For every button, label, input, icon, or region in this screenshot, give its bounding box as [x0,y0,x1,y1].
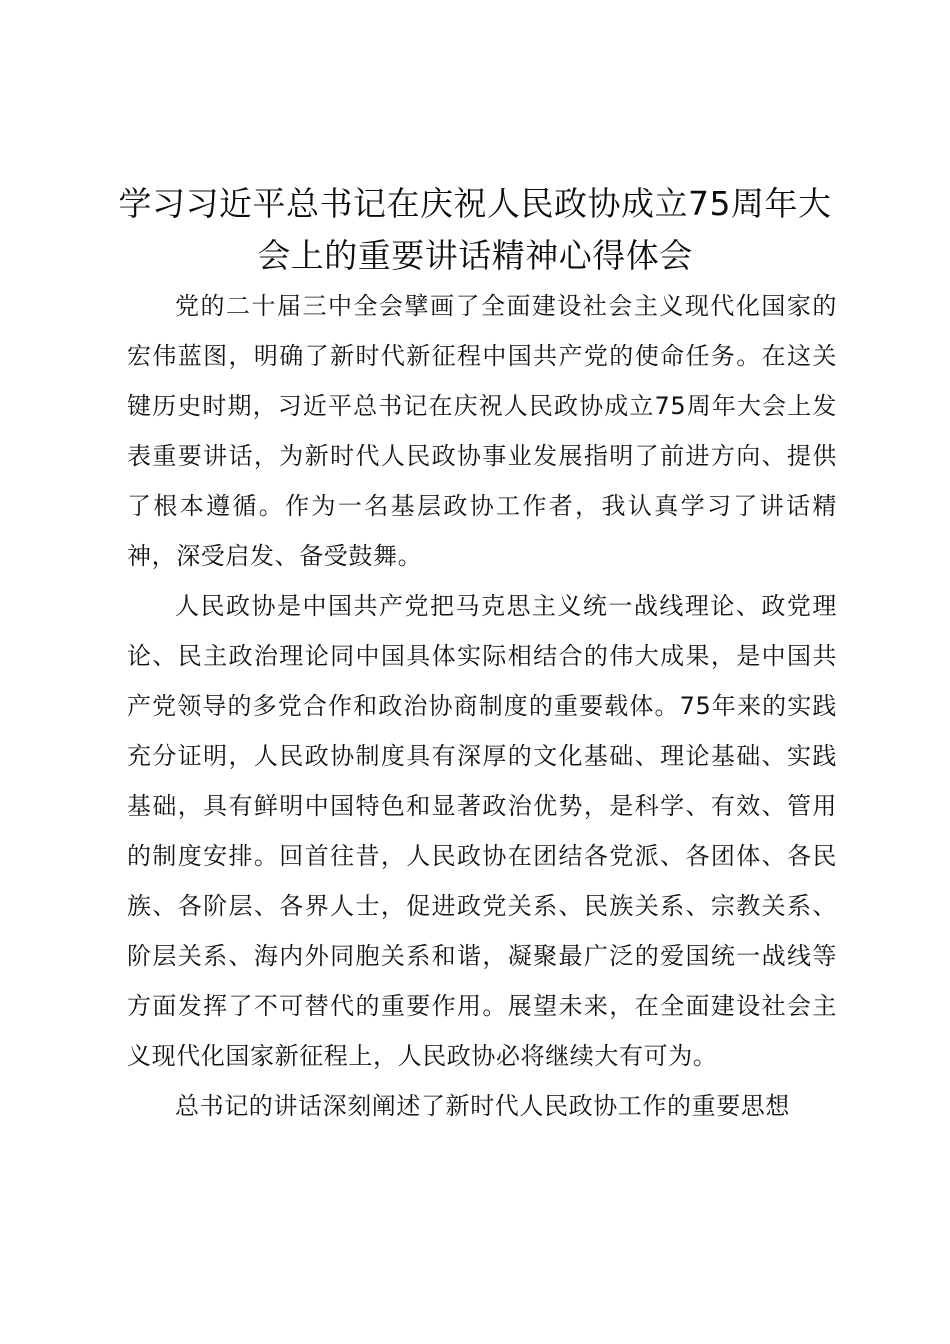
document-body [127,281,837,1131]
paragraph-3: 总书记的讲话深刻阐述了新时代人民政协工作的重要思想 [175,1092,790,1120]
document-title: 学习习近平总书记在庆祝人民政协成立75周年大会上的重要讲话精神心得体会 [118,184,832,275]
paragraph-1: 党的二十届三中全会擘画了全面建设社会主义现代化国家的宏伟蓝图，明确了新时代新征程中国共产党的使命任务。在这关键历史时期，习近平总书记在庆祝人民政协成立75周年大会上发表重要讲话，为新时代人民政协事业发展指明了前进方向、提供了根本遵循。作为一名基层政协工作者，我认真学习了讲话精神，深受启发、备受鼓舞。 [127,292,837,570]
paragraph-2: 人民政协是中国共产党把马克思主义统一战线理论、政党理论、民主政治理论同中国具体实际相结合的伟大成果，是中国共产党领导的多党合作和政治协商制度的重要载体。75年来的实践充分证明，人民政协制度具有深厚的文化基础、理论基础、实践基础，具有鲜明中国特色和显著政治优势，是科学、有效、管用的制度安排。回首往昔，人民政协在团结各党派、各团体、各民族、各阶层、各界人士，促进政党关系、民族关系、宗教关系、阶层关系、海内外同胞关系和谐，凝聚最广泛的爱国统一战线等方面发挥了不可替代的重要作用。展望未来，在全面建设社会主义现代化国家新征程上，人民政协必将继续大有可为。 [127,592,837,1070]
